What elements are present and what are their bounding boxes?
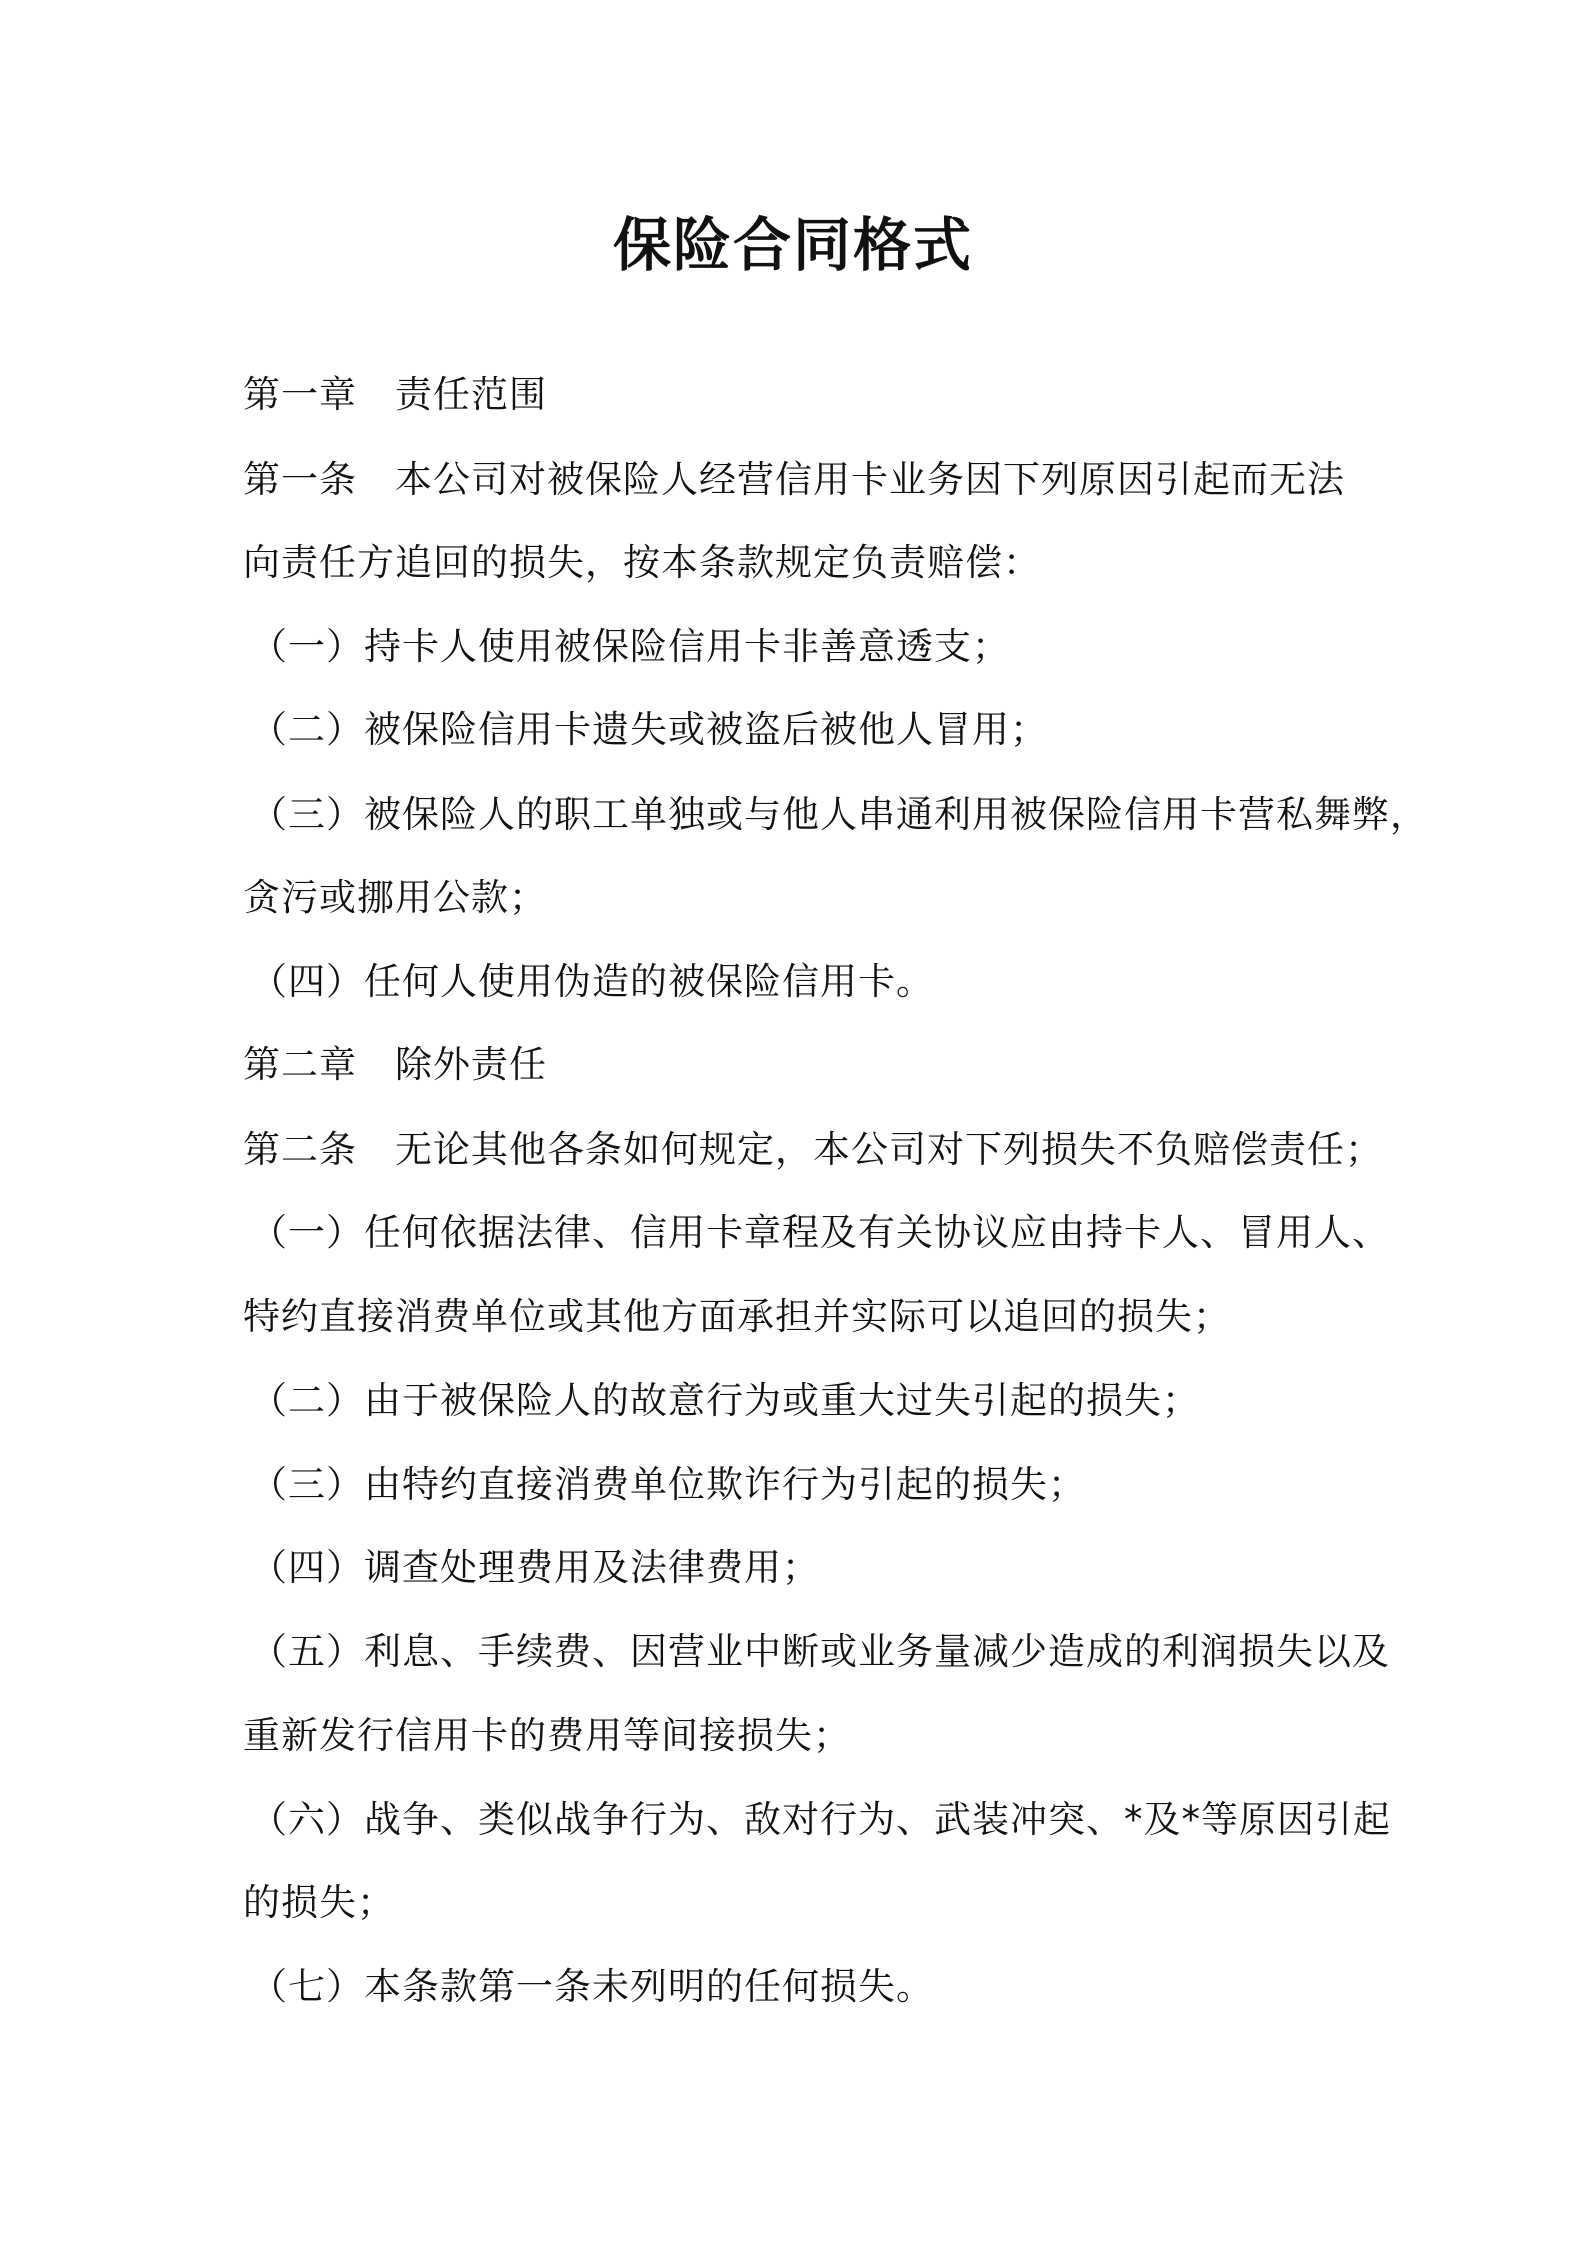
- article-2-item-5-line-2: 重新发行信用卡的费用等间接损失；: [243, 1714, 851, 1757]
- article-1-line-1: 第一条 本公司对被保险人经营信用卡业务因下列原因引起而无法: [243, 458, 1345, 501]
- article-2-item-1-line-1: （一）任何依据法律、信用卡章程及有关协议应由持卡人、冒用人、: [250, 1211, 1390, 1254]
- article-1-item-1: （一）持卡人使用被保险信用卡非善意透支；: [250, 625, 1010, 668]
- article-2-item-6-line-2: 的损失；: [243, 1881, 395, 1924]
- article-2-item-3: （三）由特约直接消费单位欺诈行为引起的损失；: [250, 1463, 1086, 1506]
- article-2-item-7: （七）本条款第一条未列明的任何损失。: [250, 1965, 934, 2008]
- chapter-2-heading: 第二章 除外责任: [243, 1043, 547, 1086]
- article-1-item-4: （四）任何人使用伪造的被保险信用卡。: [250, 960, 934, 1003]
- article-1-item-3-line-2: 贪污或挪用公款；: [243, 876, 547, 919]
- article-2-item-4: （四）调查处理费用及法律费用；: [250, 1546, 820, 1589]
- article-2-line-1: 第二条 无论其他各条如何规定，本公司对下列损失不负赔偿责任；: [243, 1128, 1383, 1171]
- document-title: 保险合同格式: [612, 211, 973, 279]
- article-2-item-2: （二）由于被保险人的故意行为或重大过失引起的损失；: [250, 1379, 1200, 1422]
- article-2-item-1-line-2: 特约直接消费单位或其他方面承担并实际可以追回的损失；: [243, 1295, 1231, 1338]
- chapter-1-heading: 第一章 责任范围: [243, 373, 547, 416]
- article-1-item-2: （二）被保险信用卡遗失或被盗后被他人冒用；: [250, 708, 1048, 751]
- article-2-item-5-line-1: （五）利息、手续费、因营业中断或业务量减少造成的利润损失以及: [250, 1630, 1390, 1673]
- article-1-line-2: 向责任方追回的损失，按本条款规定负责赔偿：: [243, 541, 1041, 584]
- article-1-item-3-line-1: （三）被保险人的职工单独或与他人串通利用被保险信用卡营私舞弊，: [250, 793, 1428, 836]
- article-2-item-6-line-1: （六）战争、类似战争行为、敌对行为、武装冲突、*及*等原因引起: [250, 1798, 1391, 1841]
